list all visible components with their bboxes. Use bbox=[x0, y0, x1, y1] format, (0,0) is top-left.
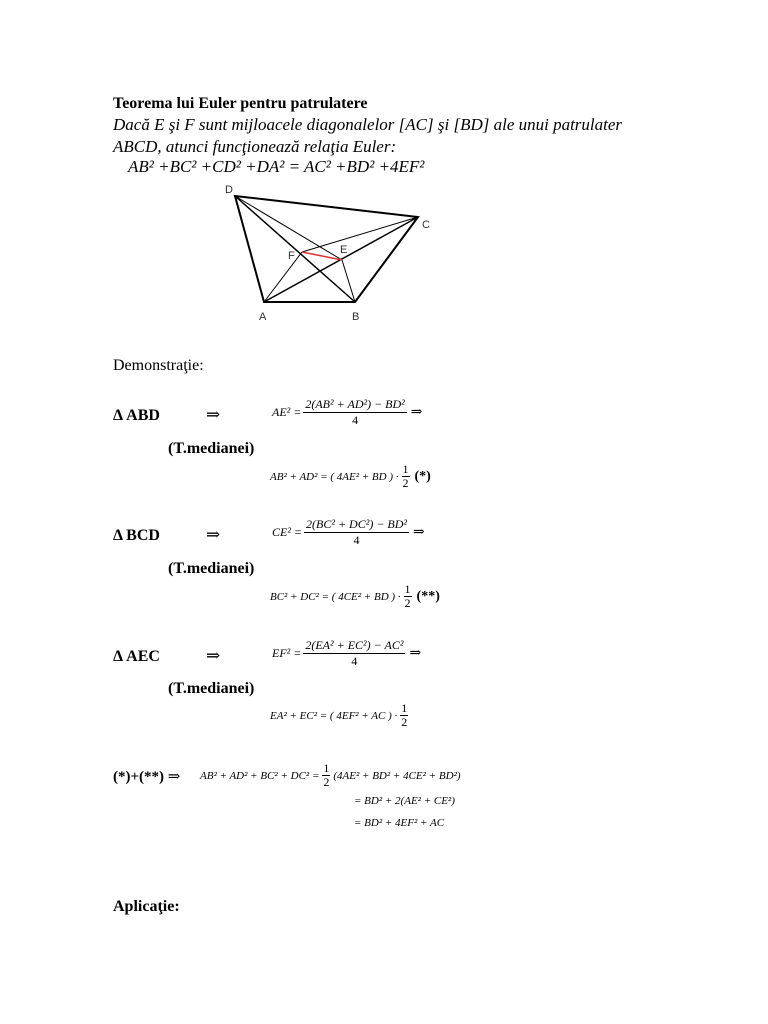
implies-arrow: ⇒ bbox=[167, 769, 181, 785]
application-heading: Aplicaţie: bbox=[113, 898, 180, 915]
equation-mark: (**) bbox=[416, 588, 440, 604]
implies-arrow: ⇒ bbox=[206, 405, 221, 424]
fraction bbox=[304, 517, 409, 548]
median-theorem-label: (T.medianei) bbox=[168, 440, 255, 457]
euler-formula: AB² +BC² +CD² +DA² = AC² +BD² +4EF² bbox=[128, 157, 425, 176]
implies-arrow: ⇒ bbox=[206, 646, 221, 665]
sum-label-text: (*)+(**) bbox=[113, 769, 165, 785]
lhs: AE² = bbox=[272, 405, 302, 419]
statement-line-2: ABCD, atunci funcţionează relaţia Euler: bbox=[113, 137, 397, 156]
label-a: A bbox=[259, 311, 267, 323]
half-num: 1 bbox=[402, 462, 409, 476]
triangle-abd: Δ ABD bbox=[113, 407, 160, 424]
median-formula-ae bbox=[272, 397, 423, 428]
sum-line-2 bbox=[354, 795, 455, 807]
denominator: 4 bbox=[352, 413, 359, 427]
numerator: 2(BC² + DC²) − BD² bbox=[306, 517, 408, 531]
half-fraction bbox=[322, 762, 330, 789]
label-f: F bbox=[288, 250, 295, 262]
result-ef bbox=[270, 702, 411, 729]
denominator: 4 bbox=[351, 654, 358, 668]
diagonal-bd bbox=[235, 196, 355, 302]
sum-label bbox=[113, 767, 180, 786]
sum-lhs: AB² + AD² + BC² + DC² = bbox=[200, 769, 320, 782]
label-d: D bbox=[225, 184, 233, 196]
equation-mark: (*) bbox=[414, 468, 431, 484]
sum-rhs: (4AE² + BD² + 4CE² + BD²) bbox=[333, 769, 461, 782]
denominator: 4 bbox=[353, 533, 360, 547]
quadrilateral-figure bbox=[222, 180, 442, 326]
implies-arrow: ⇒ bbox=[409, 646, 422, 661]
lhs: EF² = bbox=[272, 646, 302, 660]
numerator: 2(AB² + AD²) − BD² bbox=[305, 397, 405, 411]
label-c: C bbox=[422, 219, 430, 231]
half-num: 1 bbox=[404, 582, 411, 596]
half-num: 1 bbox=[401, 701, 408, 715]
half-den: 2 bbox=[404, 596, 411, 610]
result-double-star bbox=[270, 583, 440, 610]
lhs: CE² = bbox=[272, 525, 303, 539]
fraction bbox=[303, 397, 406, 428]
numerator: 2(EA² + EC²) − AC² bbox=[305, 638, 404, 652]
label-e: E bbox=[340, 244, 348, 256]
half-den: 2 bbox=[401, 715, 408, 729]
segment-cf bbox=[302, 217, 418, 252]
sum-line-1 bbox=[200, 762, 460, 789]
half-fraction bbox=[404, 583, 412, 610]
segment-af bbox=[264, 252, 302, 302]
result-star bbox=[270, 463, 431, 490]
median-formula-ef bbox=[272, 638, 421, 669]
sum-line-3-text: = BD² + 4EF² + AC bbox=[354, 817, 445, 829]
triangle-aec: Δ AEC bbox=[113, 648, 160, 665]
implies-arrow: ⇒ bbox=[206, 525, 221, 544]
half-den: 2 bbox=[323, 775, 330, 789]
fraction bbox=[303, 638, 405, 669]
implies-arrow: ⇒ bbox=[410, 405, 423, 420]
implies-arrow: ⇒ bbox=[413, 525, 425, 540]
theorem-title: Teorema lui Euler pentru patrulatere bbox=[113, 95, 368, 112]
label-b: B bbox=[352, 311, 360, 323]
sum-line-2-text: = BD² + 2(AE² + CE²) bbox=[354, 795, 455, 807]
half-fraction bbox=[402, 463, 410, 490]
sum-line-3 bbox=[354, 817, 444, 829]
median-theorem-label: (T.medianei) bbox=[168, 680, 255, 697]
result-expression: BC² + DC² = ( 4CE² + BD ) · bbox=[270, 590, 401, 603]
proof-heading: Demonstraţie: bbox=[113, 357, 204, 374]
triangle-bcd: Δ BCD bbox=[113, 527, 160, 544]
result-expression: EA² + EC² = ( 4EF² + AC ) · bbox=[270, 709, 398, 722]
half-num: 1 bbox=[323, 761, 330, 775]
statement-line-1: Dacă E şi F sunt mijloacele diagonalelor [AC] şi [BD] ale unui patrulater bbox=[113, 115, 623, 134]
result-expression: AB² + AD² = ( 4AE² + BD ) · bbox=[270, 470, 399, 483]
median-theorem-label: (T.medianei) bbox=[168, 560, 255, 577]
half-fraction bbox=[400, 702, 408, 729]
half-den: 2 bbox=[402, 476, 409, 490]
median-formula-ce bbox=[272, 517, 425, 548]
